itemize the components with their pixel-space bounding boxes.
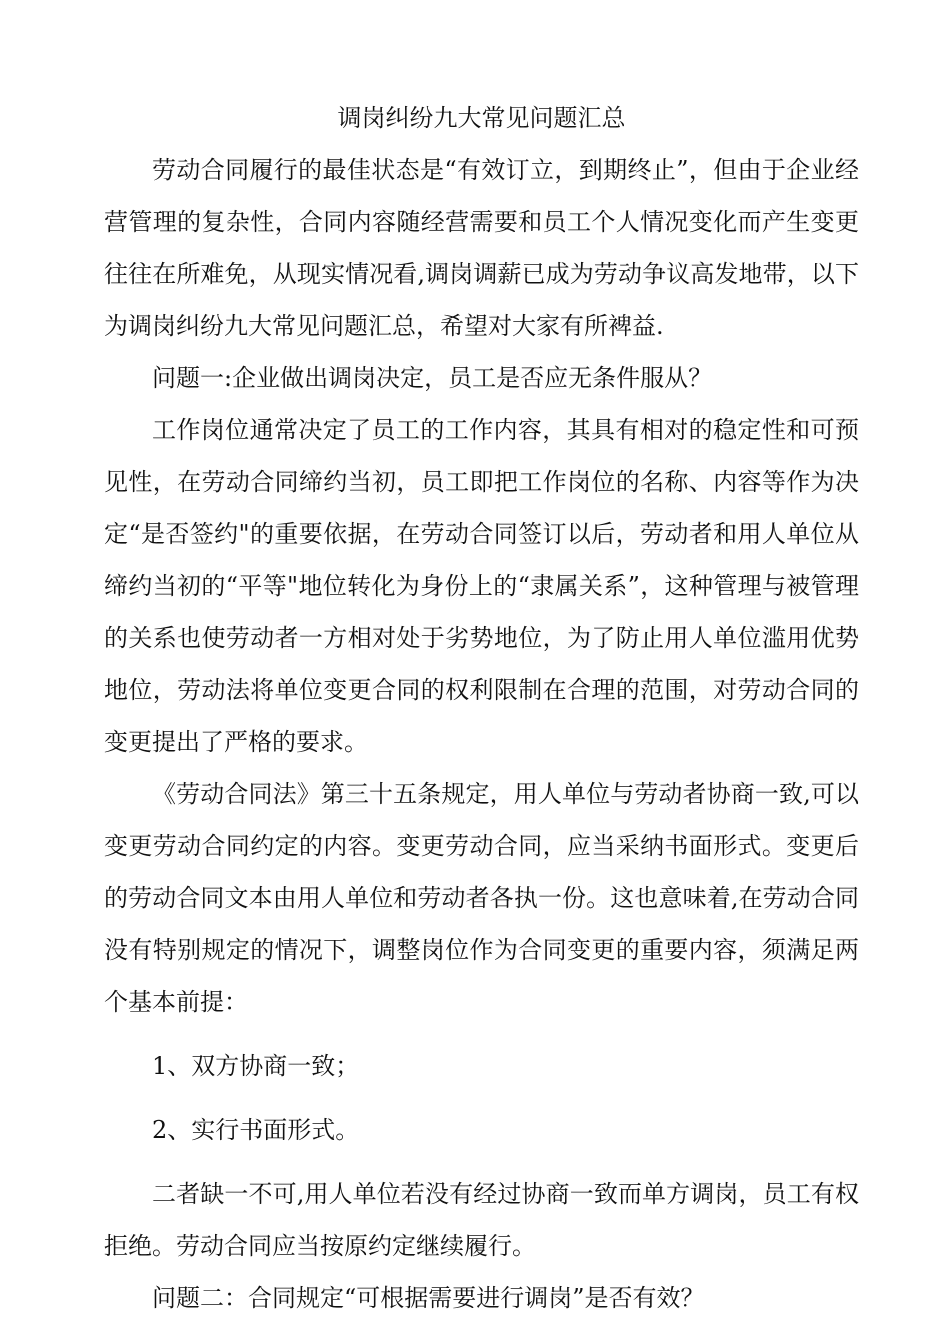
spacer [104, 1092, 859, 1104]
question-two-heading: 问题二：合同规定“可根据需要进行调岗”是否有效？ [152, 1284, 705, 1312]
body-paragraph: 《劳动合同法》第三十五条规定，用人单位与劳动者协商一致,可以变更劳动合同约定的内容。变更劳动合同，应当采纳书面形式。变更后的劳动合同文本由用人单位和劳动者各执一份。这也意味着,在劳动合同没有特别规定的情况下，调整岗位作为合同变更的重要内容，须满足两个基本前提： [104, 780, 859, 1016]
list-item: 1、双方协商一致； [152, 1052, 360, 1080]
spacer [104, 1028, 859, 1040]
list-item: 2、实行书面形式。 [152, 1116, 360, 1144]
document-page [104, 96, 859, 1324]
intro-paragraph: 劳动合同履行的最佳状态是“有效订立，到期终止”，但由于企业经营管理的复杂性，合同内容随经营需要和员工个人情况变化而产生变更往往在所难免，从现实情况看,调岗调薪已成为劳动争议高发地带，以下为调岗纠纷九大常见问题汇总，希望对大家有所裨益. [104, 156, 859, 340]
body-paragraph: 二者缺一不可,用人单位若没有经过协商一致而单方调岗，员工有权拒绝。劳动合同应当按原约定继续履行。 [104, 1180, 859, 1260]
body-paragraph: 工作岗位通常决定了员工的工作内容，其具有相对的稳定性和可预见性，在劳动合同缔约当初，员工即把工作岗位的名称、内容等作为决定“是否签约"的重要依据，在劳动合同签订以后，劳动者和用人单位从缔约当初的“平等"地位转化为身份上的“隶属关系”，这种管理与被管理的关系也使劳动者一方相对处于劣势地位，为了防止用人单位滥用优势地位，劳动法将单位变更合同的权利限制在合理的范围，对劳动合同的变更提出了严格的要求。 [104, 416, 859, 756]
spacer [104, 1156, 859, 1168]
document-title: 调岗纠纷九大常见问题汇总 [337, 104, 626, 132]
question-one-heading: 问题一:企业做出调岗决定，员工是否应无条件服从？ [152, 364, 713, 392]
